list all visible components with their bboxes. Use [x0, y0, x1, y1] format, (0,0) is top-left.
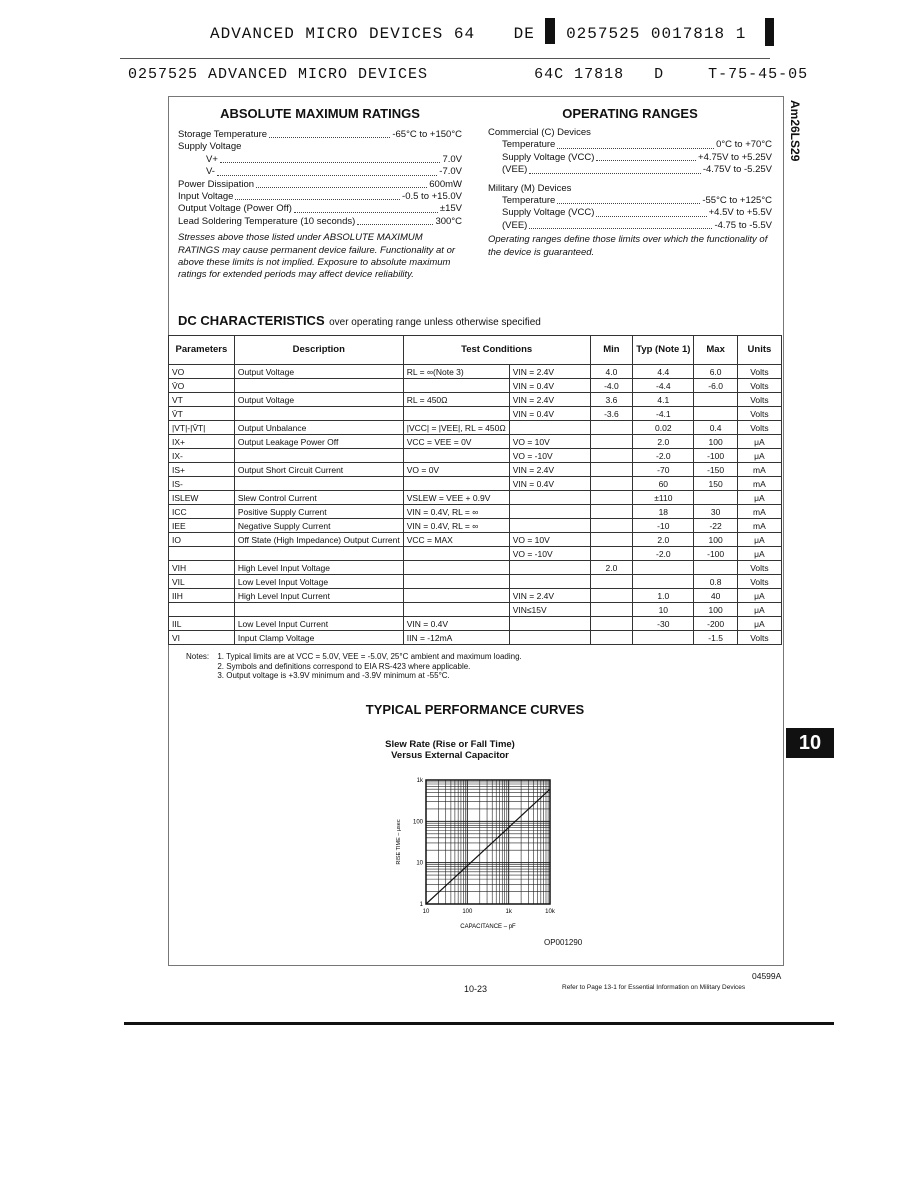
- table-cell: VO = -10V: [509, 449, 590, 463]
- table-cell: RL = ∞(Note 3): [403, 365, 509, 379]
- table-row: [169, 631, 782, 645]
- table-cell: IEE: [169, 519, 235, 533]
- table-cell: [509, 631, 590, 645]
- table-cell: 2.0: [590, 561, 633, 575]
- table-cell: -22: [694, 519, 737, 533]
- table-cell: V̄O: [169, 379, 235, 393]
- table-cell: -3.6: [590, 407, 633, 421]
- table-cell: 4.0: [590, 365, 633, 379]
- table-cell: 6.0: [694, 365, 737, 379]
- table-cell: ICC: [169, 505, 235, 519]
- table-cell: [509, 575, 590, 589]
- dc-subtitle: over operating range unless otherwise specified: [329, 317, 541, 328]
- rating-row: [178, 216, 462, 228]
- commercial-list: [488, 139, 772, 176]
- rating-label: Supply Voltage (VCC): [502, 151, 595, 163]
- table-cell: High Level Input Voltage: [234, 561, 403, 575]
- leader-dots: [235, 191, 400, 200]
- footer-ref: Refer to Page 13-1 for Essential Information on Military Devices: [562, 984, 746, 991]
- dc-table: [168, 335, 782, 645]
- table-cell: [234, 407, 403, 421]
- rating-value: -4.75V to -5.25V: [702, 164, 772, 176]
- table-cell: [694, 561, 737, 575]
- rating-label: Supply Voltage: [178, 141, 242, 153]
- chart-grid: [426, 780, 550, 904]
- table-cell: -200: [694, 617, 737, 631]
- leader-dots: [357, 216, 433, 225]
- rating-row: [502, 195, 772, 207]
- y-tick-label: 100: [412, 819, 423, 826]
- leader-dots: [529, 220, 712, 229]
- table-cell: [590, 491, 633, 505]
- table-cell: [234, 477, 403, 491]
- table-row: [169, 575, 782, 589]
- leader-dots: [557, 195, 700, 204]
- table-cell: VO = 0V: [403, 463, 509, 477]
- table-cell: [633, 561, 694, 575]
- table-cell: 1.0: [633, 589, 694, 603]
- table-cell: 2.0: [633, 533, 694, 547]
- table-cell: [509, 617, 590, 631]
- table-cell: |VT|-|V̄T|: [169, 421, 235, 435]
- rating-row: [502, 220, 772, 232]
- table-cell: 3.6: [590, 393, 633, 407]
- rating-value: +4.5V to +5.5V: [708, 207, 772, 219]
- table-cell: [234, 547, 403, 561]
- table-cell: [590, 435, 633, 449]
- table-cell: RL = 450Ω: [403, 393, 509, 407]
- table-cell: Slew Control Current: [234, 491, 403, 505]
- table-cell: VSLEW = VEE + 0.9V: [403, 491, 509, 505]
- rating-value: -65°C to +150°C: [392, 129, 462, 140]
- table-cell: VIN = 0.4V: [509, 407, 590, 421]
- rating-label: V-: [206, 166, 215, 178]
- table-row: [169, 477, 782, 491]
- table-cell: [509, 519, 590, 533]
- table-cell: -2.0: [633, 547, 694, 561]
- table-cell: 2.0: [633, 435, 694, 449]
- table-cell: [234, 379, 403, 393]
- table-cell: -150: [694, 463, 737, 477]
- table-cell: -100: [694, 547, 737, 561]
- table-cell: IS-: [169, 477, 235, 491]
- table-cell: -4.0: [590, 379, 633, 393]
- table-cell: μA: [737, 547, 781, 561]
- table-cell: -70: [633, 463, 694, 477]
- notes-label: Notes:: [186, 652, 210, 661]
- table-cell: VIN = 2.4V: [509, 589, 590, 603]
- table-cell: [590, 631, 633, 645]
- table-cell: 10: [633, 603, 694, 617]
- table-cell: -4.1: [633, 407, 694, 421]
- rating-label: Output Voltage (Power Off): [178, 203, 292, 215]
- rating-row: [502, 152, 772, 164]
- rating-row: [178, 166, 462, 178]
- note-item: 2. Symbols and definitions correspond to EIA RS-423 where applicable.: [217, 661, 471, 671]
- rating-label: Supply Voltage (VCC): [502, 207, 595, 219]
- x-tick-label: 10k: [545, 909, 555, 915]
- table-cell: Output Unbalance: [234, 421, 403, 435]
- rating-row: [178, 179, 462, 191]
- op-ranges-note: Operating ranges define those limits over which the functionality of the device is guaranteed.: [488, 234, 768, 258]
- y-tick-label: 10: [416, 860, 423, 867]
- table-row: [169, 547, 782, 561]
- table-row: [169, 421, 782, 435]
- y-tick-label: 1k: [416, 778, 423, 784]
- table-cell: VCC = VEE = 0V: [403, 435, 509, 449]
- column-header: Min: [590, 336, 633, 365]
- leader-dots: [557, 139, 714, 148]
- rating-row: [502, 164, 772, 176]
- rating-row: [178, 191, 462, 203]
- footer-page: 10-23: [464, 984, 488, 994]
- table-cell: Volts: [737, 407, 781, 421]
- table-cell: 150: [694, 477, 737, 491]
- column-header: Typ (Note 1): [633, 336, 694, 365]
- table-cell: [403, 547, 509, 561]
- table-cell: VT: [169, 393, 235, 407]
- rating-value: 300°C: [435, 215, 462, 227]
- table-cell: mA: [737, 463, 781, 477]
- dc-title: DC CHARACTERISTICS: [178, 313, 325, 328]
- table-cell: [403, 407, 509, 421]
- header-number: 0257525 0017818 1: [566, 25, 747, 43]
- table-cell: μA: [737, 589, 781, 603]
- table-cell: VIN = 0.4V, RL = ∞: [403, 505, 509, 519]
- table-cell: VCC = MAX: [403, 533, 509, 547]
- table-cell: VIN = 0.4V: [509, 379, 590, 393]
- chart-title-2: Versus External Capacitor: [391, 750, 509, 761]
- column-header: Units: [737, 336, 781, 365]
- table-row: [169, 435, 782, 449]
- table-cell: [590, 617, 633, 631]
- column-header: Test Conditions: [403, 336, 590, 365]
- x-tick-label: 1k: [505, 909, 512, 915]
- op-ranges-section: [488, 106, 772, 259]
- table-cell: Low Level Input Voltage: [234, 575, 403, 589]
- table-cell: [509, 421, 590, 435]
- commercial-head: Commercial (C) Devices: [488, 127, 591, 138]
- leader-dots: [529, 164, 700, 173]
- table-cell: Positive Supply Current: [234, 505, 403, 519]
- rating-label: (VEE): [502, 219, 528, 231]
- table-cell: Output Leakage Power Off: [234, 435, 403, 449]
- table-cell: [403, 589, 509, 603]
- abs-max-note: Stresses above those listed under ABSOLUTE MAXIMUM RATINGS may cause permanent device failure. Functionality at or above these limits is not implied. Exposure to absolute maximum ratings for extended periods may affect device reliability.: [178, 232, 456, 281]
- rating-row: [502, 207, 772, 219]
- table-cell: IIH: [169, 589, 235, 603]
- rating-label: Input Voltage: [178, 191, 234, 203]
- curves-title: TYPICAL PERFORMANCE CURVES: [365, 702, 585, 717]
- rating-value: 600mW: [429, 178, 462, 190]
- rating-row: [178, 141, 462, 153]
- table-cell: IIN = -12mA: [403, 631, 509, 645]
- table-cell: Volts: [737, 421, 781, 435]
- table-cell: [403, 379, 509, 393]
- table-cell: ±110: [633, 491, 694, 505]
- table-row: [169, 463, 782, 477]
- table-row: [169, 365, 782, 379]
- table-cell: [633, 575, 694, 589]
- leader-dots: [256, 179, 427, 188]
- table-cell: [169, 603, 235, 617]
- table-cell: -4.4: [633, 379, 694, 393]
- note-item: 1. Typical limits are at VCC = 5.0V, VEE = -5.0V, 25°C ambient and maximum loading.: [217, 652, 522, 661]
- table-cell: ISLEW: [169, 491, 235, 505]
- table-cell: Volts: [737, 379, 781, 393]
- rating-label: Storage Temperature: [178, 129, 268, 140]
- table-cell: Output Voltage: [234, 365, 403, 379]
- rating-value: +4.75V to +5.25V: [698, 151, 772, 163]
- table-cell: Volts: [737, 365, 781, 379]
- table-cell: 4.1: [633, 393, 694, 407]
- table-cell: IX-: [169, 449, 235, 463]
- table-cell: 30: [694, 505, 737, 519]
- leader-dots: [596, 152, 696, 161]
- rating-label: Power Dissipation: [178, 178, 255, 190]
- table-cell: [234, 449, 403, 463]
- table-cell: 4.4: [633, 365, 694, 379]
- table-cell: [633, 631, 694, 645]
- table-cell: VIN = 0.4V: [403, 617, 509, 631]
- chart-ylabel: RISE TIME – μsec: [396, 819, 402, 865]
- table-cell: IIL: [169, 617, 235, 631]
- table-row: [169, 603, 782, 617]
- table-cell: 18: [633, 505, 694, 519]
- table-cell: Output Short Circuit Current: [234, 463, 403, 477]
- table-cell: VIN≤15V: [509, 603, 590, 617]
- table-cell: Low Level Input Current: [234, 617, 403, 631]
- part-number: Am26LS29: [788, 100, 802, 162]
- table-cell: mA: [737, 505, 781, 519]
- table-cell: [509, 561, 590, 575]
- barcode-mark: [545, 18, 555, 44]
- table-row: [169, 505, 782, 519]
- rating-label: Temperature: [502, 139, 556, 151]
- abs-max-title: ABSOLUTE MAXIMUM RATINGS: [220, 106, 420, 121]
- chart-frame: [426, 780, 550, 904]
- table-cell: 100: [694, 533, 737, 547]
- table-cell: [590, 449, 633, 463]
- table-cell: VO = 10V: [509, 533, 590, 547]
- military-head: Military (M) Devices: [488, 182, 572, 194]
- chart-title-1: Slew Rate (Rise or Fall Time): [385, 739, 515, 750]
- table-cell: [169, 547, 235, 561]
- column-header: Max: [694, 336, 737, 365]
- table-cell: μA: [737, 533, 781, 547]
- curves-section: [168, 702, 782, 761]
- table-cell: -6.0: [694, 379, 737, 393]
- table-cell: -1.5: [694, 631, 737, 645]
- section-tab: 10: [786, 728, 834, 758]
- table-cell: Volts: [737, 575, 781, 589]
- table-cell: VIH: [169, 561, 235, 575]
- column-header: Parameters: [169, 336, 235, 365]
- table-row: [169, 407, 782, 421]
- header-company: ADVANCED MICRO DEVICES 64: [210, 25, 476, 43]
- notes-list: [217, 652, 521, 681]
- table-row: [169, 589, 782, 603]
- table-cell: [590, 547, 633, 561]
- header2-right: T-75-45-05: [708, 66, 809, 83]
- chart-xlabel: CAPACITANCE – pF: [460, 924, 516, 930]
- table-cell: [403, 561, 509, 575]
- table-cell: VIN = 2.4V: [509, 365, 590, 379]
- table-cell: VO: [169, 365, 235, 379]
- table-cell: μA: [737, 449, 781, 463]
- leader-dots: [294, 203, 438, 212]
- rating-value: -55°C to +125°C: [702, 195, 772, 207]
- table-row: [169, 393, 782, 407]
- table-cell: VO = -10V: [509, 547, 590, 561]
- table-cell: [590, 519, 633, 533]
- header2-company: 0257525 ADVANCED MICRO DEVICES: [128, 66, 429, 83]
- table-row: [169, 617, 782, 631]
- header2-d: D: [654, 66, 665, 83]
- table-cell: Volts: [737, 393, 781, 407]
- rating-row: [502, 139, 772, 151]
- table-cell: [590, 575, 633, 589]
- table-cell: VIN = 0.4V, RL = ∞: [403, 519, 509, 533]
- notes: [186, 652, 522, 681]
- column-header: Description: [234, 336, 403, 365]
- leader-dots: [220, 154, 441, 163]
- abs-max-list: [178, 129, 462, 228]
- abs-max-section: [178, 106, 462, 282]
- table-cell: Volts: [737, 561, 781, 575]
- leader-dots: [596, 207, 706, 216]
- table-cell: [509, 505, 590, 519]
- rating-value: ±15V: [439, 203, 462, 215]
- leader-dots: [269, 129, 390, 138]
- leader-dots: [217, 166, 437, 175]
- header-code: DE: [513, 25, 535, 43]
- table-row: [169, 449, 782, 463]
- table-cell: -30: [633, 617, 694, 631]
- table-cell: -10: [633, 519, 694, 533]
- table-cell: IO: [169, 533, 235, 547]
- table-row: [169, 491, 782, 505]
- table-cell: [234, 603, 403, 617]
- y-tick-label: 1: [419, 902, 423, 908]
- table-cell: VIN = 2.4V: [509, 393, 590, 407]
- rating-row: [178, 203, 462, 215]
- rating-row: [178, 129, 462, 141]
- table-cell: Output Voltage: [234, 393, 403, 407]
- table-cell: Negative Supply Current: [234, 519, 403, 533]
- rating-value: 0°C to +70°C: [716, 139, 772, 151]
- rating-value: -0.5 to +15.0V: [402, 191, 462, 203]
- header-rule: [120, 58, 770, 59]
- table-cell: 100: [694, 603, 737, 617]
- barcode-mark-right: [765, 18, 774, 46]
- table-cell: Off State (High Impedance) Output Current: [234, 533, 403, 547]
- table-cell: High Level Input Current: [234, 589, 403, 603]
- table-cell: 0.02: [633, 421, 694, 435]
- rating-value: -4.75 to -5.5V: [714, 219, 772, 231]
- rating-label: (VEE): [502, 164, 528, 176]
- table-cell: [590, 505, 633, 519]
- table-cell: -100: [694, 449, 737, 463]
- table-cell: VIN = 2.4V: [509, 463, 590, 477]
- table-cell: -2.0: [633, 449, 694, 463]
- table-row: [169, 533, 782, 547]
- bottom-rule: [124, 1022, 834, 1025]
- table-cell: μA: [737, 491, 781, 505]
- table-cell: mA: [737, 519, 781, 533]
- table-cell: μA: [737, 435, 781, 449]
- rating-label: Lead Soldering Temperature (10 seconds): [178, 215, 356, 227]
- table-cell: IX+: [169, 435, 235, 449]
- rating-value: -7.0V: [439, 166, 462, 178]
- header-line-2: [128, 66, 808, 83]
- dc-heading: [178, 312, 541, 330]
- table-cell: μA: [737, 603, 781, 617]
- table-cell: [590, 603, 633, 617]
- table-cell: Input Clamp Voltage: [234, 631, 403, 645]
- table-cell: VIN = 0.4V: [509, 477, 590, 491]
- slew-rate-chart: [380, 770, 583, 950]
- table-cell: [590, 421, 633, 435]
- x-tick-label: 10: [422, 909, 430, 915]
- chart-ref: OP001290: [544, 938, 583, 947]
- table-cell: 40: [694, 589, 737, 603]
- table-cell: [694, 407, 737, 421]
- note-item: 3. Output voltage is +3.9V minimum and -3.9V minimum at -55°C.: [217, 671, 450, 680]
- table-cell: mA: [737, 477, 781, 491]
- table-cell: Volts: [737, 631, 781, 645]
- table-cell: [403, 575, 509, 589]
- table-cell: [590, 533, 633, 547]
- table-cell: 0.8: [694, 575, 737, 589]
- op-ranges-title: OPERATING RANGES: [562, 106, 698, 121]
- table-cell: [694, 393, 737, 407]
- slew-curve-line: [426, 789, 550, 904]
- x-tick-label: 100: [462, 909, 473, 915]
- table-row: [169, 561, 782, 575]
- rating-row: [178, 154, 462, 166]
- table-cell: VIL: [169, 575, 235, 589]
- table-cell: μA: [737, 617, 781, 631]
- table-cell: [403, 449, 509, 463]
- rating-label: Temperature: [502, 195, 556, 207]
- table-cell: V̄T: [169, 407, 235, 421]
- military-list: [488, 195, 772, 232]
- table-cell: [590, 463, 633, 477]
- table-cell: |VCC| = |VEE|, RL = 450Ω: [403, 421, 509, 435]
- rating-value: 7.0V: [442, 153, 462, 165]
- table-cell: [694, 491, 737, 505]
- table-cell: [509, 491, 590, 505]
- table-cell: 0.4: [694, 421, 737, 435]
- table-cell: [403, 603, 509, 617]
- rating-label: V+: [206, 153, 218, 165]
- table-cell: [403, 477, 509, 491]
- footer-code: 04599A: [752, 971, 782, 981]
- table-cell: VI: [169, 631, 235, 645]
- table-cell: 60: [633, 477, 694, 491]
- header2-code: 64C 17818: [534, 66, 625, 83]
- table-row: [169, 379, 782, 393]
- table-cell: VO = 10V: [509, 435, 590, 449]
- table-row: [169, 519, 782, 533]
- table-cell: 100: [694, 435, 737, 449]
- table-cell: [590, 477, 633, 491]
- table-cell: [590, 589, 633, 603]
- table-cell: IS+: [169, 463, 235, 477]
- header-line-1: [210, 18, 774, 46]
